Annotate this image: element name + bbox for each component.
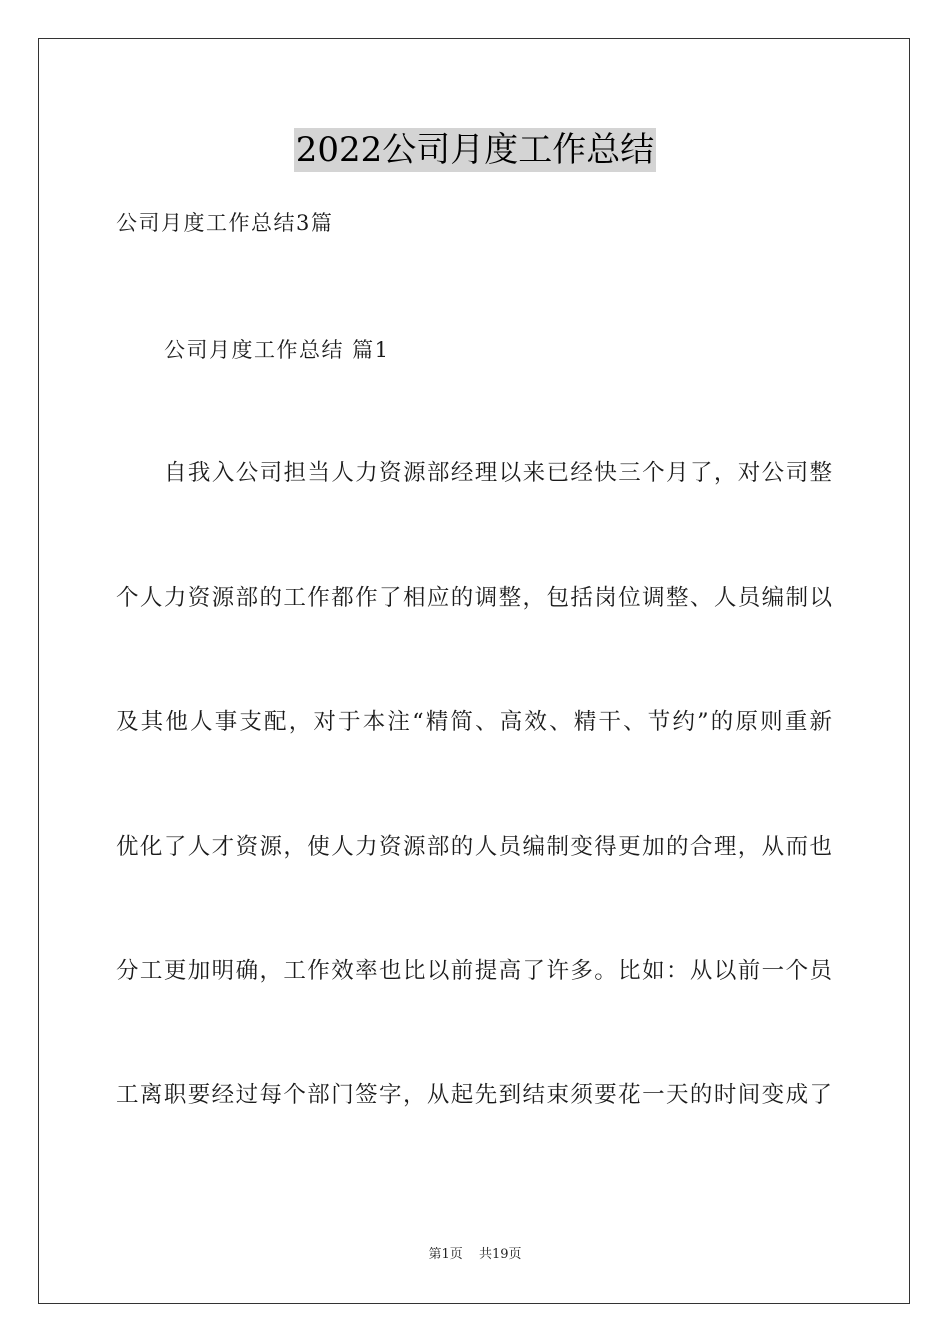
page-number: 第1页 [428, 1247, 463, 1262]
document-title: 2022公司月度工作总结 [295, 130, 655, 170]
paragraph-line: 个人力资源部的工作都作了相应的调整，包括岗位调整、人员编制以 [116, 585, 832, 611]
paragraph-line: 优化了人才资源，使人力资源部的人员编制变得更加的合理，从而也 [116, 834, 832, 860]
page-total: 共19页 [478, 1247, 522, 1262]
document-subtitle: 公司月度工作总结3篇 [116, 211, 334, 235]
paragraph-line: 分工更加明确，工作效率也比以前提高了许多。比如：从以前一个员 [116, 958, 832, 984]
paragraph-line: 及其他人事支配，对于本注“精简、高效、精干、节约”的原则重新 [116, 709, 832, 735]
paragraph-line: 工离职要经过每个部门签字，从起先到结束须要花一天的时间变成了 [116, 1082, 832, 1108]
title-container [0, 128, 950, 172]
paragraph-line: 自我入公司担当人力资源部经理以来已经快三个月了，对公司整 [164, 460, 832, 486]
section-heading: 公司月度工作总结 篇1 [164, 338, 390, 362]
page-footer [0, 1246, 950, 1264]
